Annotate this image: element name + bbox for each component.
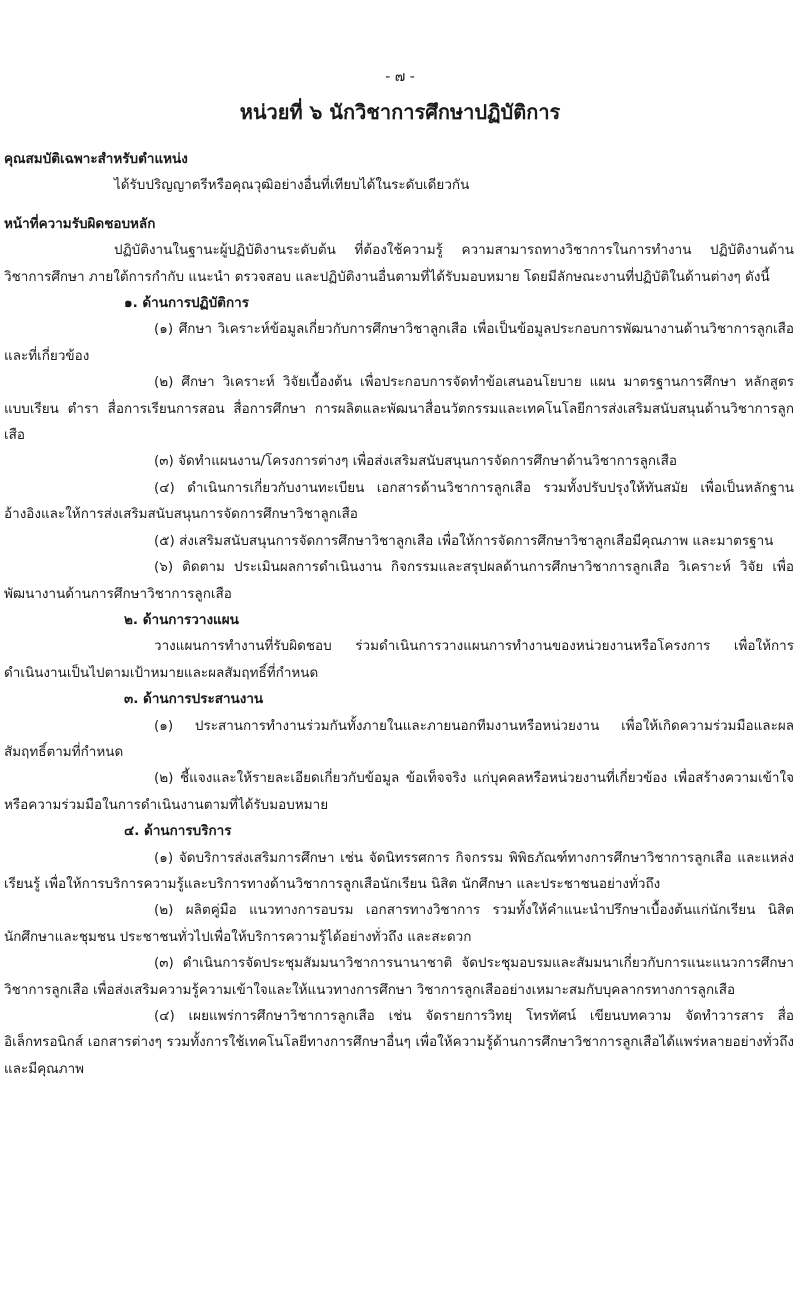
section-item: (๑) จัดบริการส่งเสริมการศึกษา เช่น จัดนิทรรศการ กิจกรรม พิพิธภัณฑ์ทางการศึกษาวิชาการลูกเสือ และแหล่งเรียนรู้ เพื่อให้การบริการความรู้และบริการทางด้านวิชาการลูกเสือนักเรียน นิสิต นักศึกษา และประชาชนอย่างทั่วถึง — [4, 849, 794, 892]
qualification-heading: คุณสมบัติเฉพาะสำหรับตำแหน่ง — [4, 151, 188, 167]
section-item: (๑) ประสานการทำงานร่วมกันทั้งภายในและภายนอกทีมงานหรือหน่วยงาน เพื่อให้เกิดความร่วมมือและผลสัมฤทธิ์ตามที่กำหนด — [4, 717, 794, 760]
section-title: ๒. ด้านการวางแผน — [124, 611, 239, 628]
qualification-text: ได้รับปริญญาตรีหรือคุณวุฒิอย่างอื่นที่เทียบได้ในระดับเดียวกัน — [114, 177, 470, 194]
page-number: - ๗ - — [385, 69, 415, 85]
section-coordination — [4, 686, 794, 818]
section-operations — [4, 290, 794, 607]
section-title: ๔. ด้านการบริการ — [124, 823, 232, 840]
section-service — [4, 818, 794, 1082]
page-title: หน่วยที่ ๖ นักวิชาการศึกษาปฏิบัติการ — [239, 100, 561, 124]
section-item: (๑) ศึกษา วิเคราะห์ข้อมูลเกี่ยวกับการศึกษาวิชาลูกเสือ เพื่อเป็นข้อมูลประกอบการพัฒนางานด้านวิชาการลูกเสือ และที่เกี่ยวข้อง — [4, 321, 794, 364]
section-item: (๒) ชี้แจงและให้รายละเอียดเกี่ยวกับข้อมูล ข้อเท็จจริง แก่บุคคลหรือหน่วยงานที่เกี่ยวข้อง เพื่อสร้างความเข้าใจหรือความร่วมมือในการดำเนินงานตามที่ได้รับมอบหมาย — [4, 770, 794, 813]
section-title: ๓. ด้านการประสานงาน — [124, 691, 264, 708]
duties-heading: หน้าที่ความรับผิดชอบหลัก — [4, 215, 156, 232]
section-item: วางแผนการทำงานที่รับผิดชอบ ร่วมดำเนินการวางแผนการทำงานของหน่วยงานหรือโครงการ เพื่อให้การดำเนินงานเป็นไปตามเป้าหมายและผลสัมฤทธิ์ที่กำหนด — [4, 638, 794, 681]
section-item: (๒) ผลิตคู่มือ แนวทางการอบรม เอกสารทางวิชาการ รวมทั้งให้คำแนะนำปรึกษาเบื้องต้นแก่นักเรียน นิสิต นักศึกษาและชุมชน ประชาชนทั่วไปเพื่อให้บริการความรู้ได้อย่างทั่วถึง และสะดวก — [4, 902, 794, 945]
section-title: ๑. ด้านการปฏิบัติการ — [124, 295, 249, 312]
section-item: (๔) ดำเนินการเกี่ยวกับงานทะเบียน เอกสารด้านวิชาการลูกเสือ รวมทั้งปรับปรุงให้ทันสมัย เพื่อเป็นหลักฐานอ้างอิงและให้การส่งเสริมสนับสนุนการจัดการศึกษาวิชาลูกเสือ — [4, 479, 794, 523]
duties-intro: ปฏิบัติงานในฐานะผู้ปฏิบัติงานระดับต้น ที่ต้องใช้ความรู้ ความสามารถทางวิชาการในการทำงาน ปฏิบัติงานด้านวิชาการศึกษา ภายใต้การกำกับ แนะนำ ตรวจสอบ และปฏิบัติงานอื่นตามที่ได้รับมอบหมาย โดยมีลักษณะงานที่ปฏิบัติในด้านต่างๆ ดังนี้ — [4, 242, 794, 285]
section-item: (๓) จัดทำแผนงาน/โครงการต่างๆ เพื่อส่งเสริมสนับสนุนการจัดการศึกษาด้านวิชาการลูกเสือ — [154, 453, 678, 470]
section-item: (๕) ส่งเสริมสนับสนุนการจัดการศึกษาวิชาลูกเสือ เพื่อให้การจัดการศึกษาวิชาลูกเสือมีคุณภาพ และมาตรฐาน — [154, 532, 774, 549]
section-item: (๔) เผยแพร่การศึกษาวิชาการลูกเสือ เช่น จัดรายการวิทยุ โทรทัศน์ เขียนบทความ จัดทำวารสาร สื่ออิเล็กทรอนิกส์ เอกสารต่างๆ รวมทั้งการใช้เทคโนโลยีทางการศึกษาอื่นๆ เพื่อให้ความรู้ด้านการศึกษาวิชาการลูกเสือได้แพร่หลายอย่างทั่วถึงและมีคุณภาพ — [4, 1008, 794, 1077]
section-item: (๓) ดำเนินการจัดประชุมสัมมนาวิชาการนานาชาติ จัดประชุมอบรมและสัมมนาเกี่ยวกับการแนะแนวการศึกษาวิชาการลูกเสือ เพื่อส่งเสริมความรู้ความเข้าใจและให้แนวทางการศึกษา วิชาการลูกเสืออย่างเหมาะสมกับบุคลากรทางการลูกเสือ — [4, 955, 794, 998]
section-item: (๒) ศึกษา วิเคราะห์ วิจัยเบื้องต้น เพื่อประกอบการจัดทำข้อเสนอนโยบาย แผน มาตรฐานการศึกษา หลักสูตร แบบเรียน ตำรา สื่อการเรียนการสอน สื่อการศึกษา การผลิตและพัฒนาสื่อนวัตกรรมและเทคโนโลยีการส่งเสริมสนับสนุนด้านวิชาการลูกเสือ — [4, 374, 794, 444]
section-planning — [4, 607, 794, 686]
section-item: (๖) ติดตาม ประเมินผลการดำเนินงาน กิจกรรมและสรุปผลด้านการศึกษาวิชาการลูกเสือ วิเคราะห์ วิจัย เพื่อพัฒนางานด้านการศึกษาวิชาการลูกเสือ — [4, 559, 794, 602]
document-body — [4, 146, 794, 1082]
